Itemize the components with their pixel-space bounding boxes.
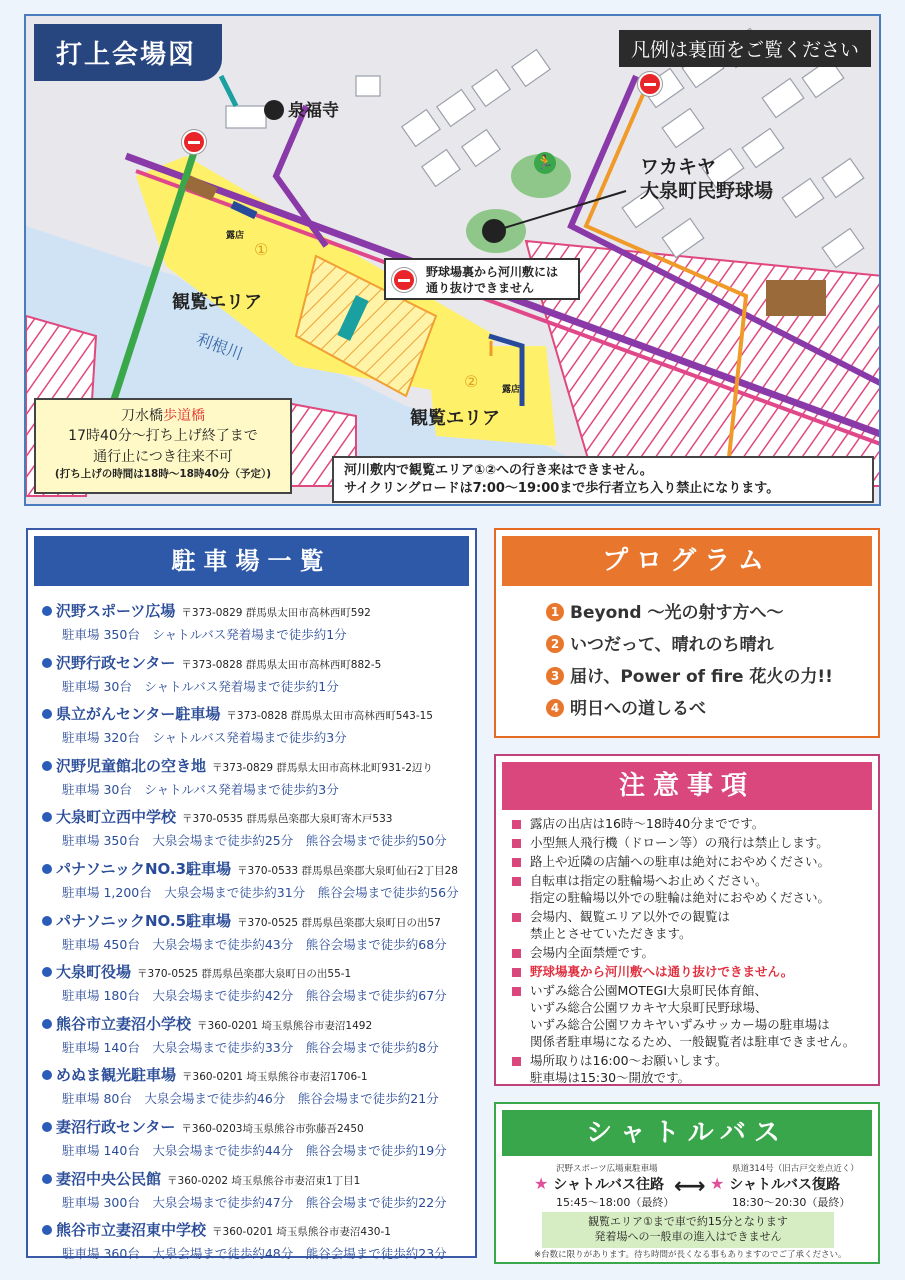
outbound-time: 15:45～18:00（最終） [556, 1196, 675, 1209]
parking-name: パナソニックNO.5駐車場 [56, 911, 232, 930]
parking-name-row [42, 1168, 472, 1189]
parking-address: 〒360-0203埼玉県熊谷市弥藤吾2450 [181, 1123, 364, 1135]
bullet-icon [42, 1019, 52, 1029]
bullet-icon [42, 1225, 52, 1235]
parking-item [42, 1064, 472, 1107]
bridge-closure-notice [34, 398, 292, 494]
note-line: いずみ総合公園ワカキヤいずみサッカー場の駐車場は [530, 1016, 830, 1032]
parking-name-row [42, 806, 472, 827]
program-number: 4 [546, 699, 564, 717]
parking-address: 〒373-0828 群馬県太田市高林西町543-15 [226, 710, 433, 723]
bullet-icon [42, 658, 52, 668]
note-item [512, 1053, 728, 1087]
outbound-place: 沢野スポーツ広場東駐車場 [556, 1164, 658, 1174]
parking-address: 〒360-0201 埼玉県熊谷市妻沼1492 [197, 1019, 373, 1032]
notes-panel [494, 754, 880, 1086]
no-entry-icon [182, 130, 206, 154]
note-line: 関係者駐車場になるため、一般観覧者は駐車できません。 [530, 1033, 856, 1049]
stall-label-2: 露店 [502, 385, 521, 395]
parking-item [42, 806, 472, 849]
warning-line-2: 通り抜けできません [426, 281, 535, 296]
note-line: 会場内、観覧エリア以外での観覧は [530, 909, 731, 924]
shuttle-note-line-2: 発着場への一般車の進入はできません [594, 1229, 782, 1243]
footbridge-label: 歩道橋 [163, 408, 205, 424]
parking-detail: 駐車場 360台 大泉会場まで徒歩約48分 熊谷会場まで徒歩約23分 [62, 1246, 447, 1262]
bullet-icon [42, 1070, 52, 1080]
no-entry-icon [392, 268, 416, 292]
parking-name-row [42, 652, 472, 673]
program-item [546, 694, 706, 719]
temple-label: 泉福寺 [288, 101, 339, 121]
bridge-name: 刀水橋 [121, 408, 163, 424]
return-place: 県道314号（旧古戸交差点近く） [732, 1164, 859, 1174]
parking-list-panel [26, 528, 477, 1262]
parking-name-row [42, 703, 472, 724]
program-item-text: 明日への道しるべ [570, 699, 706, 719]
program-number: 3 [546, 667, 564, 685]
program-item-text: Beyond ～光の射す方へ～ [570, 603, 784, 623]
note-line: 指定の駐輪場以外での駐輪は絶対におやめください。 [530, 889, 831, 905]
program-title: プログラム [502, 536, 872, 586]
parking-address: 〒373-0828 群馬県太田市高林西町882-5 [181, 658, 382, 671]
parking-item [42, 600, 472, 643]
parking-address: 〒370-0533 群馬県邑楽郡大泉町仙石2丁目28 [237, 865, 458, 877]
note-item [512, 873, 830, 907]
program-panel [494, 528, 880, 738]
parking-address: 〒360-0201 埼玉県熊谷市妻沼1706-1 [182, 1071, 368, 1084]
parking-address: 〒370-0535 群馬県邑楽郡大泉町寄木戸533 [182, 813, 393, 826]
shuttle-outbound [534, 1162, 674, 1210]
program-item [546, 598, 783, 623]
outbound-title: シャトルバス往路 [553, 1177, 664, 1193]
parking-item [42, 755, 472, 798]
parking-name: 沢野児童館北の空き地 [56, 756, 207, 775]
parking-detail: 駐車場 350台 大泉会場まで徒歩約25分 熊谷会場まで徒歩約50分 [62, 833, 447, 849]
note-line: いずみ総合公園ワカキヤ大泉町民野球場、 [530, 999, 768, 1015]
shuttle-footer-note: ※台数に限りがあります。待ち時間が長くなる事もありますのでご了承ください。 [534, 1250, 847, 1260]
parking-address: 〒373-0829 群馬県太田市高林北町931-2辺り [212, 761, 433, 774]
parking-detail: 駐車場 180台 大泉会場まで徒歩約42分 熊谷会場まで徒歩約67分 [62, 988, 447, 1004]
parking-address: 〒370-0525 群馬県邑楽郡大泉町日の出55-1 [137, 968, 352, 981]
two-way-arrow-icon: ⟷ [674, 1174, 706, 1199]
parking-detail: 駐車場 320台 シャトルバス発着場まで徒歩約3分 [62, 730, 347, 746]
parking-item [42, 652, 472, 695]
note-line: 自転車は指定の駐輪場へお止めください。 [530, 873, 768, 888]
parking-name-row [42, 910, 472, 931]
shuttle-title: シャトルバス [502, 1110, 872, 1156]
map-title: 打上会場図 [34, 24, 222, 81]
bullet-icon [42, 967, 52, 977]
parking-name-row [42, 600, 472, 621]
venue-map [24, 14, 881, 506]
area-number-2: ② [464, 372, 479, 391]
parking-name: パナソニックNO.3駐車場 [56, 860, 232, 878]
no-entry-icon [638, 72, 662, 96]
notes-title: 注意事項 [502, 762, 872, 810]
bullet-icon [42, 864, 52, 874]
parking-detail: 駐車場 30台 シャトルバス発着場まで徒歩約3分 [62, 781, 339, 797]
shuttle-return [710, 1162, 859, 1210]
parking-list-title: 駐車場一覧 [34, 536, 469, 586]
note-line: いずみ総合公園MOTEGI大泉町民体育館、 [530, 983, 768, 998]
parking-detail: 駐車場 1,200台 大泉会場まで徒歩約31分 熊谷会場まで徒歩約56分 [62, 885, 459, 900]
note-item [512, 983, 855, 1051]
note-item: 会場内全面禁煙です。 [512, 945, 654, 962]
program-number: 1 [546, 603, 564, 621]
note-line: 駐車場は15:30～開放です。 [530, 1069, 691, 1085]
parking-item [42, 1013, 472, 1056]
bullet-icon [42, 916, 52, 926]
note-item: 小型無人飛行機（ドローン等）の飛行は禁止します。 [512, 835, 829, 852]
parking-name-row [42, 1219, 472, 1240]
note-line: 禁止とさせていただきます。 [530, 925, 692, 941]
bullet-icon [42, 812, 52, 822]
parking-name: 沢野行政センター [56, 653, 176, 672]
parking-item [42, 1168, 472, 1211]
parking-item [42, 961, 472, 1004]
parking-name-row [42, 1013, 472, 1034]
warning-line-1: 野球場裏から河川敷には [426, 265, 559, 279]
parking-name: 熊谷市立妻沼小学校 [56, 1014, 192, 1033]
bridge-closure-time: 17時40分～打ち上げ終了まで [68, 428, 258, 445]
star-icon: ★ [710, 1174, 725, 1193]
bullet-icon [42, 761, 52, 771]
parking-detail: 駐車場 300台 大泉会場まで徒歩約47分 熊谷会場まで徒歩約22分 [62, 1194, 447, 1210]
note-item-warning: 野球場裏から河川敷へは通り抜けできません。 [512, 964, 793, 981]
parking-detail: 駐車場 450台 大泉会場まで徒歩約43分 熊谷会場まで徒歩約68分 [62, 936, 447, 952]
parking-address: 〒373-0829 群馬県太田市高林西町592 [181, 607, 371, 619]
no-through-warning [384, 258, 580, 300]
parking-name-row [42, 858, 472, 879]
shuttle-panel [494, 1102, 880, 1264]
parking-name-row [42, 1064, 472, 1085]
program-number: 2 [546, 635, 564, 653]
parking-item [42, 1116, 472, 1159]
viewing-area-2-label: 観覧エリア [410, 408, 500, 429]
parking-item [42, 703, 472, 746]
legend-note: 凡例は裏面をご覧ください [619, 30, 871, 67]
parking-detail: 駐車場 140台 大泉会場まで徒歩約44分 熊谷会場まで徒歩約19分 [62, 1143, 447, 1158]
access-notice-line-2: サイクリングロードは7:00～19:00まで歩行者立ち入り禁止になります。 [344, 480, 780, 496]
sports-icon: 🏃 [534, 152, 556, 174]
bullet-icon [42, 1122, 52, 1132]
viewing-area-1-label: 観覧エリア [172, 292, 262, 313]
stadium-label: ワカキヤ 大泉町民野球場 [640, 156, 774, 202]
shuttle-note [542, 1212, 834, 1248]
parking-detail: 駐車場 30台 シャトルバス発着場まで徒歩約1分 [62, 678, 339, 694]
parking-item [42, 858, 472, 901]
parking-name-row [42, 961, 472, 982]
return-title: シャトルバス復路 [729, 1177, 840, 1193]
area-number-1: ① [254, 240, 269, 259]
river-label: 利根川 [193, 329, 246, 364]
program-item [546, 630, 774, 655]
parking-name: 大泉町立西中学校 [56, 808, 177, 827]
parking-address: 〒370-0525 群馬県邑楽郡大泉町日の出57 [237, 916, 441, 929]
bullet-icon [42, 709, 52, 719]
launch-time-note: (打ち上げの時間は18時～18時40分（予定）) [54, 467, 272, 480]
parking-name: 妻沼行政センター [56, 1118, 176, 1136]
return-time: 18:30～20:30（最終） [732, 1196, 851, 1209]
program-item-text: 届け、Power of fire 花火の力!! [570, 667, 833, 687]
parking-name: 妻沼中央公民館 [56, 1169, 162, 1188]
parking-detail: 駐車場 140台 大泉会場まで徒歩約33分 熊谷会場まで徒歩約8分 [62, 1039, 439, 1055]
parking-name: めぬま観光駐車場 [56, 1066, 177, 1085]
shuttle-note-line-1: 観覧エリア①まで車で約15分となります [588, 1215, 788, 1228]
program-item-text: いつだって、晴れのち晴れ [570, 635, 774, 655]
bullet-icon [42, 606, 52, 616]
parking-address: 〒360-0202 埼玉県熊谷市妻沼東1丁目1 [167, 1174, 361, 1187]
note-item: 露店の出店は16時～18時40分までです。 [512, 816, 764, 833]
parking-detail: 駐車場 350台 シャトルバス発着場まで徒歩約1分 [62, 627, 347, 642]
note-item: 路上や近隣の店舗への駐車は絶対におやめください。 [512, 854, 830, 871]
program-item [546, 662, 833, 687]
parking-name: 熊谷市立妻沼東中学校 [56, 1221, 207, 1240]
parking-name-row [42, 755, 472, 776]
parking-name: 県立がんセンター駐車場 [56, 705, 221, 724]
parking-item [42, 910, 472, 953]
access-notice-line-1: 河川敷内で観覧エリア①②への行き来はできません。 [344, 463, 653, 478]
parking-item [42, 1219, 472, 1262]
parking-name: 沢野スポーツ広場 [56, 602, 176, 620]
stall-label: 露店 [226, 231, 245, 241]
parking-detail: 駐車場 80台 大泉会場まで徒歩約46分 熊谷会場まで徒歩約21分 [62, 1091, 439, 1107]
note-item [512, 909, 730, 943]
star-icon: ★ [534, 1174, 549, 1193]
access-notice [332, 456, 874, 503]
bridge-closure-text: 通行止につき往来不可 [93, 448, 233, 465]
parking-address: 〒360-0201 埼玉県熊谷市妻沼430-1 [212, 1226, 391, 1239]
parking-name: 大泉町役場 [56, 963, 132, 982]
bullet-icon [42, 1174, 52, 1184]
note-line: 場所取りは16:00～お願いします。 [530, 1053, 728, 1068]
parking-name-row [42, 1116, 472, 1137]
